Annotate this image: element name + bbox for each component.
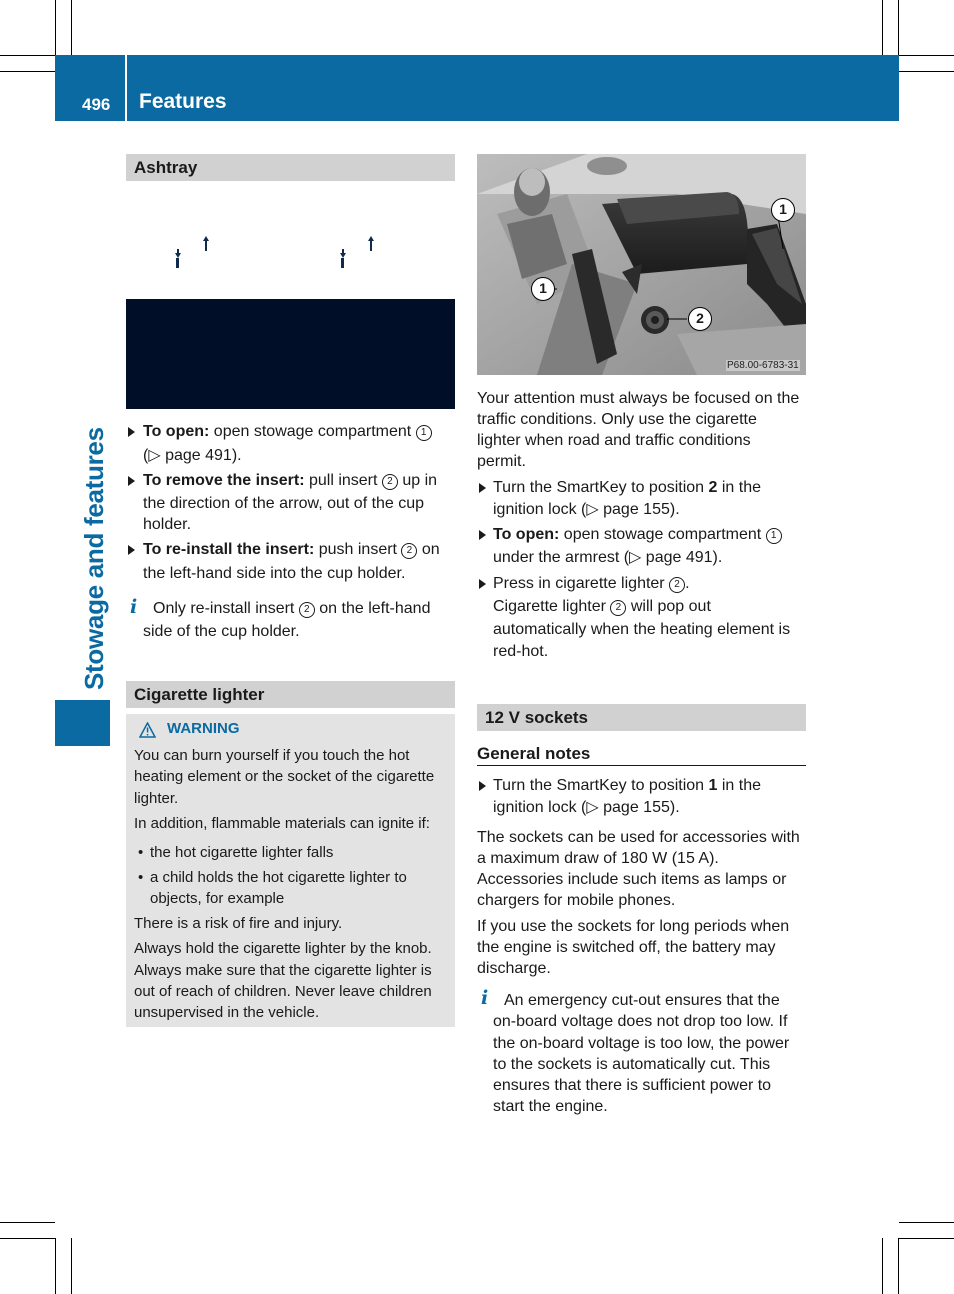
info-text: the on-board voltage is too low, the power xyxy=(493,1035,790,1052)
paragraph-text: The sockets can be used for accessories with xyxy=(477,829,800,846)
warning-text: You can burn yourself if you touch the hot xyxy=(134,747,410,764)
step-remove-line1: To remove the insert: pull insert 2 up in xyxy=(143,472,438,489)
paragraph-text: the engine is switched off, the battery may xyxy=(477,939,776,956)
step-arrow-icon xyxy=(128,427,135,437)
step-arrow-icon xyxy=(479,530,486,540)
step-smartkey-line2: ignition lock (▷ page 155). xyxy=(493,501,680,518)
info-text: on-board voltage does not drop too low. If xyxy=(493,1013,788,1030)
step-arrow-icon xyxy=(479,781,486,791)
crop-mark xyxy=(55,0,56,55)
side-tab xyxy=(79,427,119,690)
intro-text: traffic conditions. Only use the cigarette xyxy=(477,411,757,428)
info-line2: side of the cup holder. xyxy=(143,623,300,640)
step-reinstall-line1: To re-install the insert: push insert 2 on xyxy=(143,541,440,558)
warning-text: lighter. xyxy=(134,790,179,807)
step-smartkey-line1: Turn the SmartKey to position 2 in the xyxy=(493,479,762,496)
crop-mark xyxy=(882,0,883,55)
step-press-line3: automatically when the heating element is xyxy=(493,621,791,638)
warning-text: unsupervised in the vehicle. xyxy=(134,1004,320,1021)
warning-bullet-text: a child holds the hot cigarette lighter to xyxy=(150,869,407,886)
info-text: An emergency cut-out ensures that the xyxy=(504,992,780,1009)
warning-text: In addition, flammable materials can ignite if: xyxy=(134,815,430,832)
crop-mark xyxy=(0,1238,55,1239)
step-open-armrest-line2: under the armrest (▷ page 491). xyxy=(493,549,723,566)
step-arrow-icon xyxy=(128,545,135,555)
paragraph-text: chargers for mobile phones. xyxy=(477,892,676,909)
callout-1: 1 xyxy=(531,277,555,301)
callout-2: 2 xyxy=(688,307,712,331)
photo-code: P68.00-6783-31 xyxy=(727,360,799,371)
paragraph-text: a maximum draw of 180 W (15 A). xyxy=(477,850,719,867)
crop-mark xyxy=(898,1238,899,1294)
warning-bullet: • xyxy=(138,844,144,861)
section-title-ashtray: Ashtray xyxy=(126,154,455,181)
warning-heading: WARNING xyxy=(167,720,240,737)
ashtray-illustration xyxy=(126,222,455,282)
side-tab-label: Stowage and features xyxy=(79,427,109,690)
step-reinstall-line2: the left-hand side into the cup holder. xyxy=(143,565,406,582)
warning-text: heating element or the socket of the cigarette xyxy=(134,768,435,785)
warning-bullet: • xyxy=(138,869,144,886)
step-press-line2: Cigarette lighter 2 will pop out xyxy=(493,598,711,615)
page-number: 496 xyxy=(82,95,111,114)
paragraph-text: If you use the sockets for long periods when xyxy=(477,918,790,935)
step-open-line1: To open: open stowage compartment 1 xyxy=(143,420,432,443)
subheading-general-notes: General notes xyxy=(477,744,591,763)
info-icon: i xyxy=(130,596,138,618)
warning-text: out of reach of children. Never leave children xyxy=(134,983,432,1000)
warning-text: Always make sure that the cigarette lighter is xyxy=(134,962,432,979)
section-title-cigarette-lighter: Cigarette lighter xyxy=(126,681,455,708)
crop-mark xyxy=(55,1238,56,1294)
callout-1: 1 xyxy=(771,198,795,222)
step-arrow-icon xyxy=(479,579,486,589)
paragraph-text: discharge. xyxy=(477,960,551,977)
step-remove-line3: holder. xyxy=(143,516,192,533)
step-arrow-icon xyxy=(479,483,486,493)
subheading-rule xyxy=(477,765,806,766)
crop-mark xyxy=(899,71,954,72)
center-console-photo xyxy=(477,154,806,375)
ashtray-image-panel xyxy=(126,299,455,409)
crop-mark xyxy=(0,71,55,72)
intro-text: lighter when road and traffic conditions xyxy=(477,432,751,449)
crop-mark xyxy=(899,1238,954,1239)
section-title-12v-sockets: 12 V sockets xyxy=(477,704,806,731)
paragraph-text: Accessories include such items as lamps or xyxy=(477,871,787,888)
step-arrow-icon xyxy=(128,476,135,486)
intro-text: permit. xyxy=(477,453,526,470)
info-text: start the engine. xyxy=(493,1098,608,1115)
step-smartkey2-line2: ignition lock (▷ page 155). xyxy=(493,799,680,816)
intro-text: Your attention must always be focused on the xyxy=(477,390,800,407)
warning-bullet-text: objects, for example xyxy=(150,890,285,907)
info-line1: Only re-install insert 2 on the left-hand xyxy=(153,600,431,617)
info-icon: i xyxy=(481,987,489,1009)
crop-mark xyxy=(71,0,72,55)
warning-text: There is a risk of fire and injury. xyxy=(134,915,343,932)
step-smartkey2-line1: Turn the SmartKey to position 1 in the xyxy=(493,777,762,794)
side-tab-marker xyxy=(55,700,110,746)
step-open-armrest-line1: To open: open stowage compartment 1 xyxy=(493,523,782,546)
step-remove-line2: the direction of the arrow, out of the cup xyxy=(143,495,425,512)
crop-mark xyxy=(0,55,55,56)
crop-mark xyxy=(0,1222,55,1223)
step-press-line1: Press in cigarette lighter 2 . xyxy=(493,575,690,592)
crop-mark xyxy=(899,55,954,56)
crop-mark xyxy=(898,0,899,55)
info-text: to the sockets is automatically cut. This xyxy=(493,1056,771,1073)
warning-triangle-icon xyxy=(139,722,156,738)
crop-mark xyxy=(882,1238,883,1294)
info-text: ensures that there is sufficient power to xyxy=(493,1077,772,1094)
crop-mark xyxy=(899,1222,954,1223)
page-title: Features xyxy=(139,90,227,113)
crop-mark xyxy=(71,1238,72,1294)
step-press-line4: red-hot. xyxy=(493,643,549,660)
step-open-line2: (▷ page 491). xyxy=(143,447,242,464)
warning-text: Always hold the cigarette lighter by the knob. xyxy=(134,940,432,957)
warning-bullet-text: the hot cigarette lighter falls xyxy=(150,844,334,861)
